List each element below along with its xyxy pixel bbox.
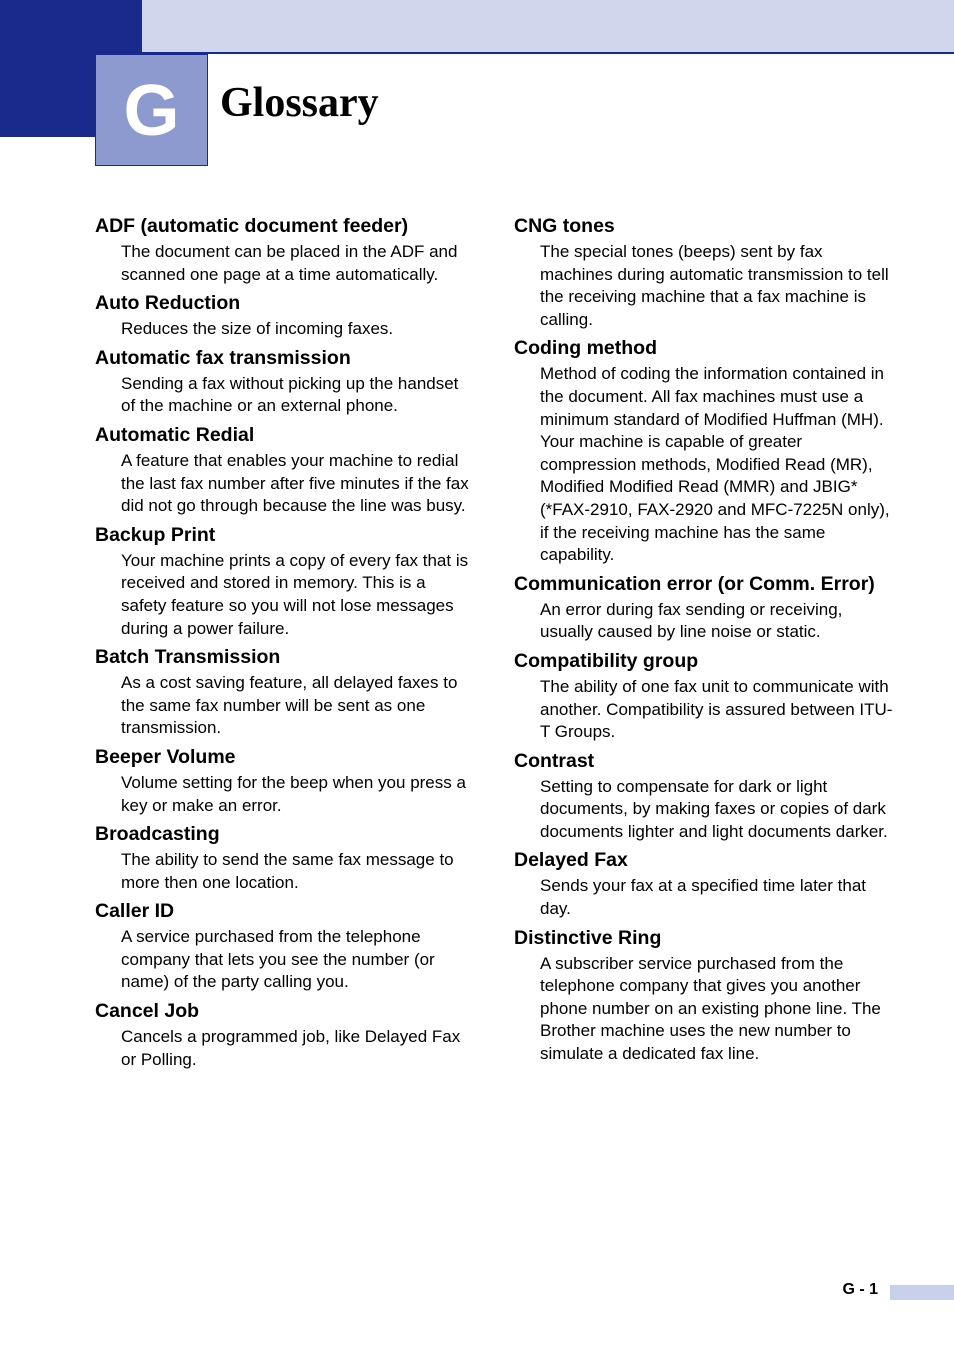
glossary-term: Beeper Volume	[95, 745, 236, 768]
glossary-right-column	[514, 214, 894, 1071]
glossary-entry	[514, 214, 894, 331]
glossary-term: Coding method	[514, 337, 657, 360]
glossary-entry	[95, 645, 475, 740]
glossary-left-column	[95, 214, 475, 1076]
glossary-definition: Your machine prints a copy of every fax that is received and stored in memory. This is a safety feature so you will not lose messages during a power failure.	[121, 550, 469, 638]
glossary-definition: The ability to send the same fax message to more then one location.	[121, 850, 454, 892]
glossary-entry	[95, 822, 475, 894]
glossary-definition: The document can be placed in the ADF and scanned one page at a time automatically.	[121, 242, 458, 284]
glossary-definition: Sending a fax without picking up the handset of the machine or an external phone.	[121, 373, 459, 416]
glossary-entry	[95, 745, 475, 817]
glossary-entry	[514, 926, 894, 1066]
glossary-entry	[95, 899, 475, 994]
glossary-definition: Reduces the size of incoming faxes.	[121, 319, 394, 339]
glossary-definition: As a cost saving feature, all delayed faxes to the same fax number will be sent as one transmission.	[121, 673, 458, 738]
glossary-definition: The ability of one fax unit to communicate with another. Compatibility is assured between ITU-T Groups.	[540, 676, 893, 742]
glossary-definition: An error during fax sending or receiving, usually caused by line noise or static.	[540, 599, 843, 642]
glossary-definition: Method of coding the information contained in the document. All fax machines must use a minimum standard of Modified Huffman (MH). Your machine is capable of greater compression methods, Modified Read (MR), Modified Modified Read (MMR) and JBIG* (*FAX-2910, FAX-2920 and MFC-7225N only), if the receiving machine has the same capability.	[540, 364, 890, 565]
glossary-term: Communication error (or Comm. Error)	[514, 572, 875, 595]
glossary-entry	[95, 214, 475, 286]
glossary-term: Automatic fax transmission	[95, 346, 351, 369]
glossary-entry	[514, 336, 894, 566]
glossary-term: Batch Transmission	[95, 646, 281, 669]
glossary-entry	[95, 999, 475, 1071]
page-number: G - 1	[842, 1281, 878, 1298]
glossary-definition: A service purchased from the telephone company that lets you see the number (or name) of the party calling you.	[121, 927, 435, 992]
page-title: Glossary	[220, 80, 379, 126]
glossary-definition: Setting to compensate for dark or light documents, by making faxes or copies of dark documents lighter and light documents darker.	[540, 776, 888, 841]
glossary-definition: A subscriber service purchased from the telephone company that gives you another phone number on an existing phone line. The Brother machine uses the new number to simulate a dedicated fax line.	[540, 953, 881, 1064]
glossary-term: Broadcasting	[95, 823, 220, 846]
glossary-term: Cancel Job	[95, 1000, 200, 1023]
glossary-term: Caller ID	[95, 900, 175, 923]
glossary-entry	[95, 291, 475, 341]
glossary-term: Auto Reduction	[95, 292, 241, 315]
glossary-definition: A feature that enables your machine to redial the last fax number after five minutes if the fax did not go through because the line was busy.	[121, 450, 469, 516]
glossary-term: Delayed Fax	[514, 849, 628, 872]
glossary-definition: The special tones (beeps) sent by fax machines during automatic transmission to tell the receiving machine that a fax machine is calling.	[540, 242, 889, 329]
glossary-term: CNG tones	[514, 215, 615, 237]
header-band	[142, 0, 954, 52]
glossary-entry	[514, 572, 894, 644]
glossary-entry	[514, 749, 894, 844]
glossary-entry	[95, 523, 475, 640]
glossary-entry	[514, 848, 894, 920]
glossary-term: Distinctive Ring	[514, 926, 662, 949]
glossary-entry	[95, 346, 475, 418]
glossary-term: ADF (automatic document feeder)	[95, 215, 409, 237]
glossary-definition: Volume setting for the beep when you press a key or make an error.	[121, 772, 466, 815]
chapter-letter-box: G	[95, 54, 208, 166]
glossary-entry	[514, 649, 894, 744]
glossary-term: Backup Print	[95, 523, 216, 546]
header-rule	[142, 52, 954, 54]
glossary-term: Contrast	[514, 749, 595, 772]
glossary-definition: Sends your fax at a specified time later that day.	[540, 876, 867, 919]
glossary-term: Automatic Redial	[95, 423, 255, 446]
glossary-entry	[95, 423, 475, 518]
footer-bar	[890, 1285, 954, 1300]
glossary-term: Compatibility group	[514, 649, 699, 672]
glossary-definition: Cancels a programmed job, like Delayed Fax or Polling.	[121, 1027, 461, 1069]
